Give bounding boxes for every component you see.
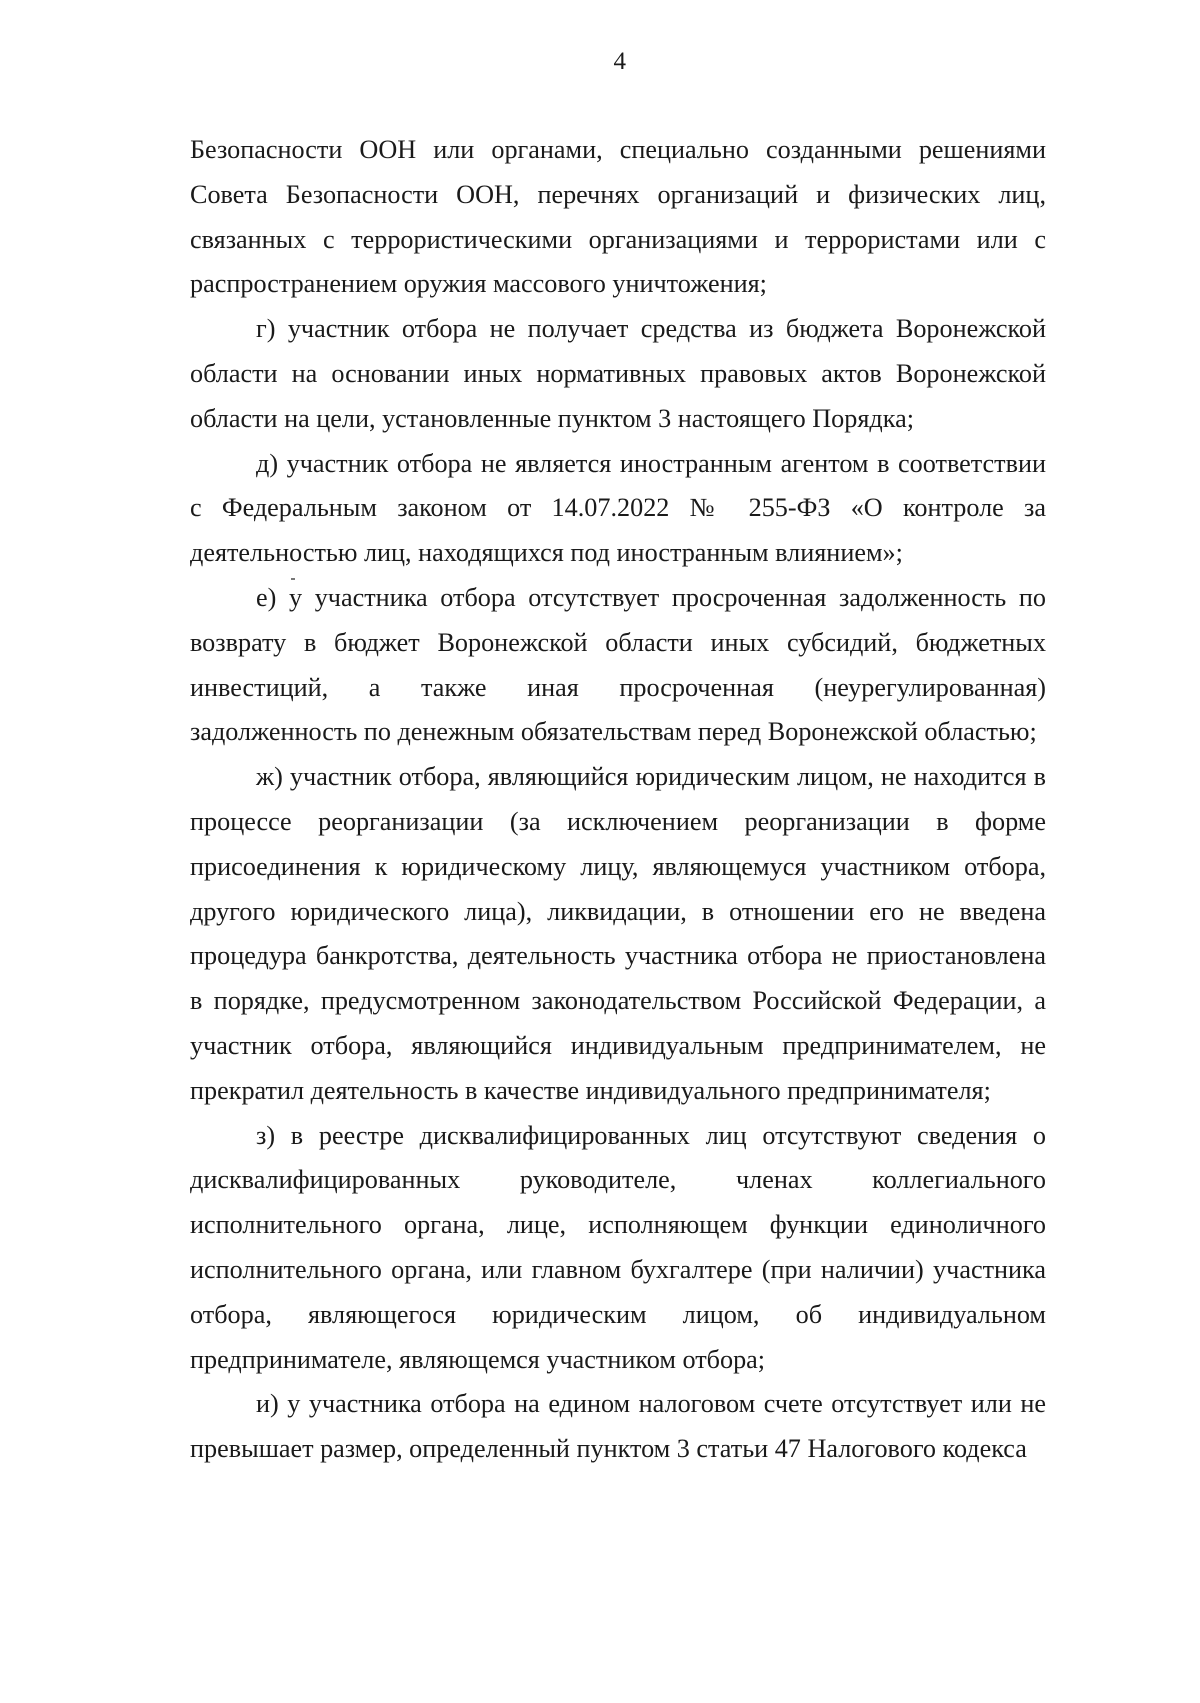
scan-speck (291, 578, 295, 580)
paragraph-item-zh: ж) участник отбора, являющийся юридическим лицом, не находится в процессе реорганизации (за исключением реорганизации в форме присоединения к юридическому лицу, являющемуся участником отбора, другого юридического лица), ликвидации, в отношении его не введена процедура банкротства, деятельность участника отбора не приостановлена в порядке, предусмотренном законодательством Российской Федерации, а участник отбора, являющийся индивидуальным предпринимателем, не прекратил деятельность в качестве индивидуального предпринимателя; (190, 762, 1046, 1105)
page-number: 4 (613, 48, 627, 75)
paragraph-item-z: з) в реестре дисквалифицированных лиц отсутствуют сведения о дисквалифицированных руководителе, членах коллегиального исполнительного органа, лице, исполняющем функции единоличного исполнительного органа, или главном бухгалтере (при наличии) участника отбора, являющегося юридическим лицом, об индивидуальном предпринимателе, являющемся участником отбора; (190, 1120, 1046, 1374)
paragraph-item-g: г) участник отбора не получает средства из бюджета Воронежской области на основании иных нормативных правовых актов Воронежской области на цели, установленные пунктом 3 настоящего Порядка; (190, 314, 1046, 433)
paragraph-item-e: е) у участника отбора отсутствует просроченная задолженность по возврату в бюджет Воронежской области иных субсидий, бюджетных инвестиций, а также иная просроченная (неурегулированная) задолженность по денежным обязательствам перед Воронежской областью; (190, 582, 1046, 747)
paragraph-continuation: Безопасности ООН или органами, специально созданными решениями Совета Безопасности ООН, перечнях организаций и физических лиц, связанных с террористическими организациями и террористами или с распространением оружия массового уничтожения; (190, 135, 1046, 299)
paragraph-item-i: и) у участника отбора на едином налоговом счете отсутствует или не превышает размер, определенный пунктом 3 статьи 47 Налогового кодекса (190, 1389, 1046, 1464)
paragraph-item-d: д) участник отбора не является иностранным агентом в соответствии с Федеральным законом от 14.07.2022 № 255-ФЗ «О контроле за деятельностью лиц, находящихся под иностранным влиянием»; (190, 448, 1046, 568)
document-body (190, 128, 1046, 1472)
